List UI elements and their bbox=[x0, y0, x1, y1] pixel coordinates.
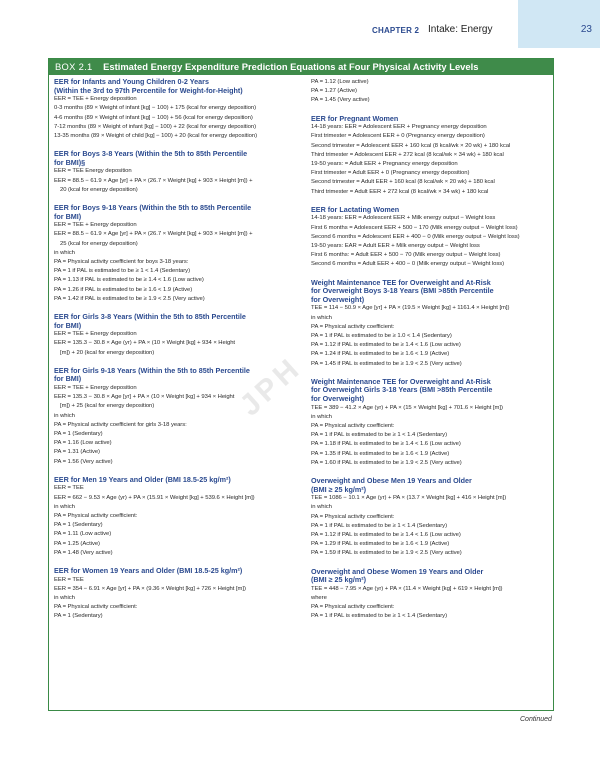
equation-line: PA = 1.27 (Active) bbox=[311, 88, 357, 95]
equation-line: in which bbox=[311, 504, 332, 511]
equation-line: PA = Physical activity coefficient for boys 3-18 years: bbox=[54, 259, 189, 265]
equation-line: EER = TEE Energy deposition bbox=[54, 168, 132, 175]
equation-line: EER = 354 − 6.91 × Age [yr] + PA × (9.36 × Weight [kg] + 726 × Height [m]) bbox=[54, 585, 246, 592]
equation-line: PA = Physical activity coefficient: bbox=[311, 604, 395, 611]
equation-line: PA = 1.13 if PAL is estimated to be ≥ 1.4 < 1.6 (Low active) bbox=[54, 277, 204, 284]
equation-line: in which bbox=[311, 314, 332, 321]
equation-line: PA = 1 (Sedentary) bbox=[54, 431, 103, 438]
section-title: for BMI) bbox=[54, 211, 82, 221]
chapter-label: CHAPTER 2 bbox=[372, 26, 420, 35]
equation-line: in which bbox=[54, 503, 75, 510]
section-title: EER for Boys 9-18 Years (Within the 5th to 85th Percentile bbox=[54, 203, 252, 212]
section-title: Overweight and Obese Women 19 Years and Older bbox=[311, 566, 484, 576]
section-title: EER for Infants and Young Children 0-2 Years bbox=[54, 77, 209, 86]
section-title: Weight Maintenance TEE for Overweight and At-Risk bbox=[311, 376, 491, 386]
chapter-title: Intake: Energy bbox=[428, 24, 493, 35]
section-title: (BMI ≥ 25 kg/m²) bbox=[311, 484, 367, 494]
equation-line: PA = 1.12 if PAL is estimated to be ≥ 1.4 < 1.6 (Low active) bbox=[311, 532, 461, 539]
equation-line: PA = 1 (Sedentary) bbox=[54, 522, 103, 529]
equation-line: in which bbox=[54, 595, 75, 602]
equation-section bbox=[54, 78, 300, 141]
equation-line: PA = 1.24 if PAL is estimated to be ≥ 1.6 < 1.9 (Active) bbox=[311, 351, 450, 358]
equation-line: where bbox=[311, 595, 327, 602]
equation-line: EER = 135.3 − 30.8 × Age [yr] + PA × (10 × Weight [kg] + 934 × Height bbox=[54, 394, 235, 401]
equation-line: 13-35 months (89 × Weight of child [kg] − 100) + 20 (kcal for energy deposition) bbox=[54, 133, 257, 139]
equation-line: in which bbox=[54, 249, 75, 256]
section-title: (BMI ≥ 25 kg/m²) bbox=[311, 575, 367, 585]
section-title: EER for Men 19 Years and Older (BMI 18.5-25 kg/m²) bbox=[54, 474, 231, 484]
left-column bbox=[54, 78, 300, 631]
section-title: for BMI)§ bbox=[54, 157, 86, 167]
equation-line: PA = 1.42 if PAL is estimated to be ≥ 1.9 < 2.5 (Very active) bbox=[54, 295, 205, 302]
equation-line: 14-18 years: EER = Adolescent EER + Milk energy output − Weight loss bbox=[311, 215, 496, 222]
equation-section bbox=[311, 477, 557, 559]
equation-line: EER = 88.5 − 61.9 × Age [yr] + PA × (26.7 × Weight [kg] + 903 × Height [m]) + bbox=[54, 231, 253, 238]
section-title: Weight Maintenance TEE for Overweight and At-Risk bbox=[311, 277, 491, 287]
equation-line: PA = 1.35 if PAL is estimated to be ≥ 1.6 < 1.9 (Active) bbox=[311, 450, 450, 457]
equation-line: [m]) + 20 (kcal for energy deposition) bbox=[60, 349, 155, 356]
equation-section bbox=[311, 78, 557, 106]
equation-line: PA = 1.18 if PAL is estimated to be ≥ 1.4 < 1.6 (Low active) bbox=[311, 441, 461, 448]
equation-line: PA = 1.59 if PAL is estimated to be ≥ 1.9 < 2.5 (Very active) bbox=[311, 550, 462, 557]
equation-line: PA = 1.16 (Low active) bbox=[54, 440, 112, 447]
equation-line: First 6 months = Adolescent EER + 500 − 170 (Milk energy output − Weight loss) bbox=[311, 224, 518, 231]
equation-line: 4-6 months (89 × Weight of infant [kg] − 100) + 56 (kcal for energy deposition) bbox=[54, 114, 253, 121]
section-title: (Within the 3rd to 97th Percentile for Weight-for-Height) bbox=[54, 85, 243, 95]
equation-line: Second 6 months = Adult EER + 400 − 0 (Milk energy output − Weight loss) bbox=[311, 261, 505, 268]
equation-section bbox=[54, 476, 300, 558]
section-title: for BMI) bbox=[54, 320, 82, 330]
equation-section bbox=[311, 279, 557, 369]
equation-section bbox=[311, 568, 557, 622]
equation-line: 14-18 years: EER = Adolescent EER + Pregnancy energy deposition bbox=[311, 124, 487, 131]
equation-line: PA = 1.12 if PAL is estimated to be ≥ 1.4 < 1.6 (Low active) bbox=[311, 342, 461, 349]
equation-line: in which bbox=[311, 413, 332, 420]
equation-line: PA = 1.29 if PAL is estimated to be ≥ 1.6 < 1.9 (Active) bbox=[311, 541, 450, 548]
equation-line: EER = TEE + Energy deposition bbox=[54, 222, 137, 229]
page-number-tab bbox=[518, 0, 600, 48]
equation-line: PA = Physical activity coefficient: bbox=[54, 604, 138, 611]
equation-line: PA = 1.45 if PAL is estimated to be ≥ 1.9 < 2.5 (Very active) bbox=[311, 360, 462, 367]
equation-line: PA = Physical activity coefficient: bbox=[311, 323, 395, 330]
equation-line: PA = 1.12 (Low active) bbox=[311, 79, 369, 85]
equation-line: PA = 1.56 (Very active) bbox=[54, 458, 113, 465]
equation-line: PA = 1.26 if PAL is estimated to be ≥ 1.6 < 1.9 (Active) bbox=[54, 286, 193, 293]
equation-line: PA = Physical activity coefficient: bbox=[311, 513, 395, 520]
equation-line: PA = Physical activity coefficient: bbox=[54, 513, 138, 520]
equation-line: 7-12 months (89 × Weight of infant [kg] − 100) + 22 (kcal for energy deposition) bbox=[54, 123, 257, 130]
equation-line: in which bbox=[54, 412, 75, 419]
continued-label: Continued bbox=[520, 716, 552, 723]
equation-line: 20 (kcal for energy deposition) bbox=[60, 186, 138, 193]
equation-section bbox=[54, 204, 300, 304]
equation-line: PA = 1.60 if PAL is estimated to be ≥ 1.9 < 2.5 (Very active) bbox=[311, 459, 462, 466]
equation-line: PA = 1 if PAL is estimated to be ≥ 1 < 1.4 (Sedentary) bbox=[311, 613, 447, 620]
equation-line: PA = Physical activity coefficient: bbox=[311, 423, 395, 430]
equation-line: TEE = 389 − 41.2 × Age (yr) + PA × (15 × Weight [kg] + 701.6 × Height [m]) bbox=[311, 404, 503, 411]
equation-line: Second trimester = Adolescent EER + 160 kcal (8 kcal/wk × 20 wk) + 180 kcal bbox=[311, 142, 511, 149]
equation-line: PA = 1 (Sedentary) bbox=[54, 613, 103, 620]
box-label: BOX 2.1 bbox=[55, 61, 93, 72]
box-title-bar bbox=[49, 59, 553, 75]
equation-line: PA = 1 if PAL is estimated to be ≥ 1 < 1.4 (Sedentary) bbox=[311, 522, 447, 529]
equation-line: EER = TEE bbox=[54, 576, 84, 583]
equation-line: PA = 1.11 (Low active) bbox=[54, 531, 112, 538]
equation-line: PA = 1 if PAL is estimated to be ≥ 1 < 1.4 (Sedentary) bbox=[54, 268, 190, 275]
equation-line: First trimester = Adult EER + 0 (Pregnancy energy deposition) bbox=[311, 170, 470, 177]
equation-line: Third trimester = Adolescent EER + 272 kcal (8 kcal/wk × 34 wk) + 180 kcal bbox=[311, 151, 504, 158]
page-header bbox=[0, 0, 600, 48]
section-title: EER for Girls 3-8 Years (Within the 5th to 85th Percentile bbox=[54, 312, 246, 322]
equation-line: 19-50 years: EAR = Adult EER + Milk energy output − Weight loss bbox=[311, 243, 480, 250]
right-column bbox=[311, 78, 557, 631]
equation-line: 19-50 years: = Adult EER + Pregnancy energy deposition bbox=[311, 161, 458, 168]
equation-line: TEE = 448 − 7.95 × Age (yr) + PA × (11.4 × Weight [kg] + 619 × Height [m]) bbox=[311, 585, 503, 592]
equation-line: PA = 1.48 (Very active) bbox=[54, 549, 113, 556]
equation-line: Second trimester = Adult EER + 160 kcal (8 kcal/wk × 20 wk) + 180 kcal bbox=[311, 179, 495, 186]
equation-section bbox=[311, 378, 557, 468]
section-title: for Overweight Boys 3-18 Years (BMI >85th Percentile bbox=[311, 286, 494, 296]
equation-line: 25 (kcal for energy deposition) bbox=[60, 240, 138, 247]
equation-line: First trimester = Adolescent EER + 0 (Pregnancy energy deposition) bbox=[311, 133, 485, 140]
equation-line: Third trimester = Adult EER + 272 kcal (8 kcal/wk × 34 wk) + 180 kcal bbox=[311, 188, 489, 195]
equation-section bbox=[54, 367, 300, 467]
equation-line: [m]) + 25 (kcal for energy deposition) bbox=[60, 403, 155, 410]
equation-line: EER = TEE bbox=[54, 485, 84, 492]
equation-section bbox=[311, 206, 557, 270]
section-title: for Overweight Girls 3-18 Years (BMI >85th Percentile bbox=[311, 385, 493, 395]
equation-line: First 6 months: = Adult EER + 500 − 70 (Milk energy output − Weight loss) bbox=[311, 252, 501, 259]
section-title: for Overweight) bbox=[311, 294, 365, 304]
equation-line: EER = TEE + Energy deposition bbox=[54, 331, 137, 338]
equation-line: Second 6 months = Adolescent EER + 400 − 0 (Milk energy output − Weight loss) bbox=[311, 233, 520, 240]
section-title: EER for Women 19 Years and Older (BMI 18.5-25 kg/m²) bbox=[54, 566, 243, 576]
box-2-1 bbox=[48, 58, 554, 711]
equation-line: PA = 1 if PAL is estimated to be ≥ 1 < 1.4 (Sedentary) bbox=[311, 432, 447, 439]
equation-line: PA = Physical activity coefficient for girls 3-18 years: bbox=[54, 421, 187, 428]
section-title: for Overweight) bbox=[311, 394, 365, 404]
equation-line: 0-3 months (89 × Weight of infant [kg] − 100) + 175 (kcal for energy deposition) bbox=[54, 105, 257, 112]
section-title: EER for Pregnant Women bbox=[311, 113, 399, 123]
equation-line: EER = TEE + Energy deposition bbox=[54, 96, 137, 103]
equation-line: TEE = 114 − 50.9 × Age [yr] + PA × (19.5 × Weight [kg] + 1161.4 × Height [m]) bbox=[311, 305, 510, 312]
watermark: JPH bbox=[233, 350, 309, 423]
equation-line: EER = TEE + Energy deposition bbox=[54, 385, 137, 391]
equation-section bbox=[311, 115, 557, 197]
section-title: EER for Boys 3-8 Years (Within the 5th to 85th Percentile bbox=[54, 149, 248, 159]
section-title: Overweight and Obese Men 19 Years and Older bbox=[311, 476, 472, 486]
equation-line: EER = 662 − 9.53 × Age (yr) + PA × (15.91 × Weight [kg] + 539.6 × Height [m]) bbox=[54, 494, 255, 501]
equation-line: PA = 1.31 (Active) bbox=[54, 449, 100, 456]
section-title: EER for Girls 9-18 Years (Within the 5th to 85th Percentile bbox=[54, 365, 250, 375]
equation-line: EER = 135.3 − 30.8 × Age (yr) + PA × (10 × Weight [kg] + 934 × Height bbox=[54, 340, 236, 347]
equation-line: PA = 1 if PAL is estimated to be ≥ 1.0 < 1.4 (Sedentary) bbox=[311, 333, 452, 340]
page-number: 23 bbox=[580, 24, 592, 35]
equation-line: TEE = 1086 − 10.1 × Age (yr) + PA × (13.7 × Weight [kg] + 416 × Height [m]) bbox=[311, 495, 507, 502]
section-title: EER for Lactating Women bbox=[311, 204, 400, 214]
equation-section bbox=[54, 567, 300, 622]
equation-line: EER = 88.5 − 61.9 × Age [yr] + PA × (26.7 × Weight [kg] + 903 × Height [m]) + bbox=[54, 177, 253, 184]
equation-section bbox=[54, 313, 300, 358]
equation-line: PA = 1.45 (Very active) bbox=[311, 97, 370, 104]
box-title: Estimated Energy Expenditure Prediction Equations at Four Physical Activity Levels bbox=[103, 61, 479, 72]
section-title: for BMI) bbox=[54, 374, 82, 384]
equation-line: PA = 1.25 (Active) bbox=[54, 540, 100, 547]
equation-section bbox=[54, 150, 300, 195]
